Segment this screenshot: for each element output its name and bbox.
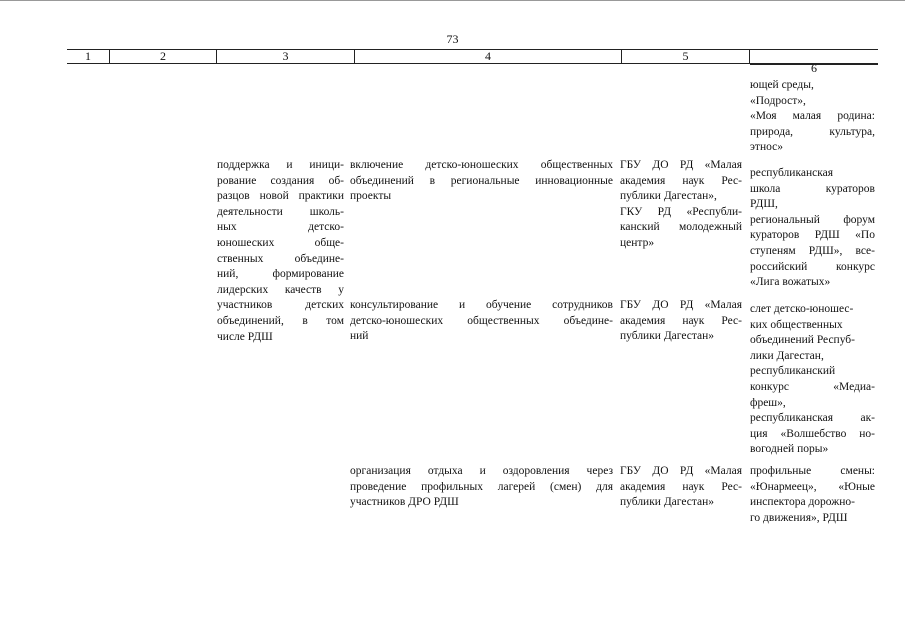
text-line: деятельности школь- <box>217 205 344 218</box>
text-line: «Моя малая родина: <box>750 110 875 123</box>
text-line: республиканская ак- <box>750 412 875 425</box>
text-line: ственных объедине- <box>217 252 344 265</box>
header-col-5: 5 <box>622 50 750 63</box>
row2-executor <box>620 298 742 345</box>
text-line: академия наук Рес- <box>620 174 742 187</box>
text-line: «Подрост», <box>750 94 806 107</box>
text-line: участников детских <box>217 299 344 312</box>
continuation-col6 <box>750 78 875 156</box>
text-line: академия наук Рес- <box>620 314 742 327</box>
text-line: слет детско-юношес- <box>750 303 854 315</box>
text-line: детско-юношеских общественных объедине- <box>350 314 613 327</box>
text-line: инспектора дорожно- <box>750 496 855 509</box>
row1-events <box>750 166 875 291</box>
text-line: ний, формирование <box>217 268 344 281</box>
text-line: ступеням РДШ», все- <box>750 244 875 257</box>
text-line: участников ДРО РДШ <box>350 496 459 509</box>
text-line: «Юнармеец», «Юные <box>750 480 875 493</box>
text-line: ний <box>350 330 369 343</box>
row1-executor <box>620 158 742 252</box>
text-line: центр» <box>620 236 655 249</box>
text-line: региональный форум <box>750 213 875 226</box>
text-line: кураторов РДШ «По <box>750 229 875 242</box>
text-line: российский конкурс <box>750 260 875 273</box>
text-line: разцов новой практики <box>217 190 344 203</box>
row1-activity <box>350 158 613 205</box>
header-col-2: 2 <box>110 50 217 63</box>
text-line: фреш», <box>750 396 786 409</box>
page-number: 73 <box>446 32 459 46</box>
text-line: ных детско- <box>217 221 344 234</box>
text-line: ких общественных <box>750 318 843 331</box>
text-line: объединений Респуб- <box>750 334 855 347</box>
text-line: го движения», РДШ <box>750 511 848 524</box>
text-line: проведение профильных лагерей (смен) для <box>350 480 613 493</box>
row2-events <box>750 302 875 458</box>
text-line: ГБУ ДО РД «Малая <box>620 465 742 477</box>
text-line: ГБУ ДО РД «Малая <box>620 159 742 171</box>
text-line: ГБУ ДО РД «Малая <box>620 299 742 311</box>
text-line: ГКУ РД «Республи- <box>620 205 742 218</box>
text-line: публики Дагестан» <box>620 496 715 509</box>
text-line: РДШ, <box>750 198 778 211</box>
text-line: республиканская <box>750 167 834 179</box>
text-line: республиканский <box>750 365 836 378</box>
header-col-6: 6 <box>811 61 817 75</box>
text-line: объединений в региональные инновационные <box>350 174 613 187</box>
table-header-row <box>67 49 878 75</box>
text-line: публики Дагестан», <box>620 190 717 203</box>
text-line: публики Дагестан» <box>620 330 715 343</box>
text-line: объединений, в том <box>217 314 344 327</box>
text-line: конкурс «Медиа- <box>750 380 875 393</box>
text-line: включение детско-юношеских общественных <box>350 159 613 171</box>
header-col-6-underline <box>750 64 878 65</box>
text-line: лики Дагестан, <box>750 349 824 362</box>
text-line: природа, культура, <box>750 125 875 138</box>
text-line: ющей среды, <box>750 79 814 91</box>
text-line: лидерских качеств у <box>217 283 344 296</box>
scan-top-edge <box>0 0 905 4</box>
text-line: организация отдыха и оздоровления через <box>350 465 613 477</box>
objective-cell <box>217 158 344 345</box>
row2-activity <box>350 298 613 345</box>
text-line: рование создания об- <box>217 174 344 187</box>
text-line: вогодней поры» <box>750 443 829 456</box>
row3-activity <box>350 464 613 511</box>
text-line: канский молодежный <box>620 221 742 234</box>
text-line: «Лига вожатых» <box>750 276 831 289</box>
text-line: поддержка и иници- <box>217 159 344 171</box>
text-line: этнос» <box>750 141 784 154</box>
header-col-3: 3 <box>217 50 355 63</box>
text-line: академия наук Рес- <box>620 480 742 493</box>
header-col-1: 1 <box>67 50 110 63</box>
row3-events <box>750 464 875 526</box>
text-line: юношеских обще- <box>217 236 344 249</box>
text-line: проекты <box>350 190 392 203</box>
text-line: ция «Волшебство но- <box>750 427 875 440</box>
text-line: консультирование и обучение сотрудников <box>350 299 613 311</box>
header-col-4: 4 <box>355 50 622 63</box>
text-line: числе РДШ <box>217 330 273 343</box>
text-line: профильные смены: <box>750 465 875 477</box>
text-line: школа кураторов <box>750 182 875 195</box>
row3-executor <box>620 464 742 511</box>
